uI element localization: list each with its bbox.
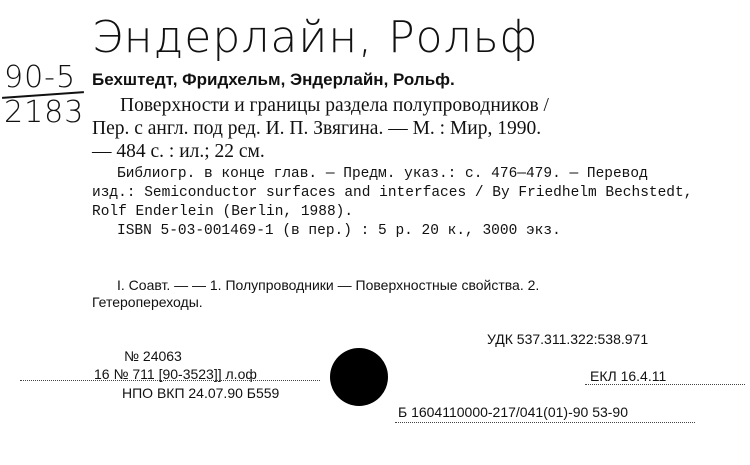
dotted-rule (395, 422, 695, 423)
title-line-1: Поверхности и границы раздела полупроводников / (120, 95, 549, 116)
title-line-2: Пер. с англ. под ред. И. П. Звягина. — М. : Мир, 1990. (92, 118, 542, 139)
title-line-3: — 484 с. : ил.; 22 см. (92, 141, 265, 162)
bottom-code: Б 1604110000-217/041(01)-90 53-90 (398, 404, 628, 420)
note-line-3: Rolf Enderlein (Berlin, 1988). (92, 204, 354, 220)
call-number-bottom: 2183 (4, 95, 85, 130)
dotted-rule (585, 384, 745, 385)
call-number-top: 90-5 (4, 60, 77, 95)
author-line: Бехштедт, Фридхельм, Эндерлайн, Рольф. (92, 70, 455, 89)
tracing-line-1: I. Соавт. — — 1. Полупроводники — Поверхностные свойства. 2. (117, 277, 540, 293)
isbn-line: ISBN 5-03-001469-1 (в пер.) : 5 р. 20 к., 3000 экз. (117, 223, 561, 239)
note-line-2: изд.: Semiconductor surfaces and interfaces / By Friedhelm Bechstedt, (92, 185, 693, 201)
tracing-line-2: Гетеропереходы. (92, 294, 203, 310)
print-order-line: 16 № 711 [90-3523]] л.оф (94, 366, 257, 382)
ekl-code: ЕКЛ 16.4.11 (590, 368, 667, 384)
note-line-1: Библиогр. в конце глав. — Предм. указ.: с. 476—479. — Перевод (117, 166, 648, 182)
npo-line: НПО ВКП 24.07.90 Б559 (122, 385, 280, 401)
registration-number: № 24063 (124, 348, 182, 364)
handwritten-heading: Эндерлайн, Рольф (92, 12, 539, 63)
punch-hole (330, 348, 388, 406)
udk-code: УДК 537.311.322:538.971 (487, 331, 649, 347)
